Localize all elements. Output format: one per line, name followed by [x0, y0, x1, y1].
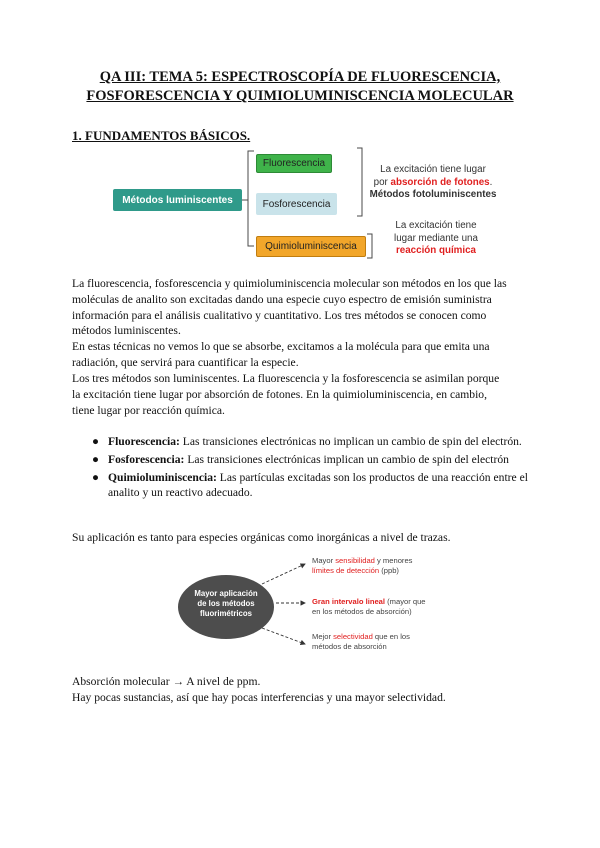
adv3-line-2: métodos de absorción: [312, 641, 387, 651]
paragraph-1-line-4: métodos luminiscentes.: [72, 324, 181, 338]
fluorescence-label: Fluorescencia: [262, 158, 326, 169]
paragraph-1-line-1: La fluorescencia, fosforescencia y quimioluminiscencia molecular son métodos en los que las: [72, 277, 507, 290]
ellipse-label: [178, 589, 274, 619]
chemiluminescence-label: Quimioluminiscencia: [265, 241, 357, 252]
adv3-pre: Mejor: [312, 632, 334, 641]
adv1-red1: sensibilidad: [335, 556, 375, 565]
note-bottom-line-2: lugar mediante una: [394, 232, 478, 244]
adv2-line-2: en los métodos de absorción): [312, 606, 412, 616]
paragraph-3-line-3: tiene lugar por reacción química.: [72, 403, 225, 417]
adv1-mid: y menores: [374, 556, 413, 565]
advantage-3: [312, 632, 410, 651]
adv1-post: (ppb): [379, 565, 399, 575]
note-top-pre: por: [373, 176, 391, 188]
closing-line-1: Absorción molecular → A nivel de ppm.: [72, 675, 261, 688]
phosphorescence-label: Fosforescencia: [262, 198, 331, 210]
section-heading: 1. FUNDAMENTOS BÁSICOS.: [72, 128, 251, 143]
application-text: Su aplicación es tanto para especies orgánicas como inorgánicas a nivel de trazas.: [72, 531, 451, 544]
note-top-red: absorción de fotones: [390, 176, 490, 188]
adv2-post: (mayor que: [385, 597, 426, 606]
title-line-1: QA III: TEMA 5: ESPECTROSCOPÍA DE FLUORESCENCIA,: [99, 69, 501, 85]
adv1-pre: Mayor: [312, 556, 336, 565]
adv2-red: Gran intervalo lineal: [312, 597, 386, 606]
bullet-dot-icon: ●: [92, 470, 100, 484]
bullet-text: Las transiciones electrónicas no implican un cambio de spin del electrón.: [179, 435, 522, 448]
adv3-red: selectividad: [333, 632, 373, 641]
paragraph-2-line-2: radiación, que servirá para cuantificar la especie.: [72, 355, 299, 369]
note-bottom-line-1: La excitación tiene: [395, 220, 477, 231]
bullet-dot-icon: ●: [92, 452, 100, 466]
adv1-red2: límites de detección: [312, 565, 380, 575]
advantage-2: [312, 597, 426, 616]
note-top-post: .: [489, 176, 493, 188]
note-bottom-line-3: reacción química: [395, 245, 477, 256]
ellipse-line-2: de los métodos: [197, 599, 255, 608]
adv3-post: que en los: [372, 632, 410, 641]
bullet-term: Quimioluminiscencia:: [108, 470, 217, 484]
root-label: Métodos luminiscentes: [122, 194, 233, 206]
bullet-dot-icon: ●: [92, 435, 100, 448]
advantage-1: [312, 556, 412, 575]
bullet-text: Las partículas excitadas son los productos de una reacción entre el analito y un reactivo adecuado.: [108, 470, 528, 500]
paragraph-2-line-1: En estas técnicas no vemos lo que se absorbe, excitamos a la molécula para que emita una: [72, 340, 490, 353]
closing-line-2: Hay pocas sustancias, así que hay pocas interferencias y una mayor selectividad.: [72, 690, 446, 704]
ellipse-line-1: Mayor aplicación: [194, 589, 258, 598]
title-line-2: FOSFORESCENCIA Y QUIMIOLUMINISCENCIA MOLECULAR: [86, 88, 514, 104]
note-top-line-3: Métodos fotoluminiscentes: [369, 189, 497, 200]
paragraph-3-line-2: la excitación tiene lugar por absorción de fotones. En la quimioluminiscencia, en cambio,: [72, 387, 487, 401]
paragraph-1-line-3: información para el análisis cualitativo y cuantitativo. Los tres métodos se conocen como: [72, 308, 487, 322]
bullet-term: Fosforescencia:: [108, 452, 185, 466]
paragraph-3-line-1: Los tres métodos son luminiscentes. La fluorescencia y la fosforescencia se asimilan porque: [72, 372, 500, 385]
closing-text: [72, 674, 528, 706]
note-top-line-1: La excitación tiene lugar: [380, 164, 486, 175]
bullet-term: Fluorescencia:: [108, 435, 180, 448]
bullet-text: Las transiciones electrónicas implican un cambio de spin del electrón: [184, 452, 509, 466]
paragraph-1-line-2: moléculas de analito son excitadas dando una especie cuyo espectro de emisión suministra: [72, 292, 492, 306]
ellipse-line-3: fluorimétricos: [200, 609, 252, 618]
